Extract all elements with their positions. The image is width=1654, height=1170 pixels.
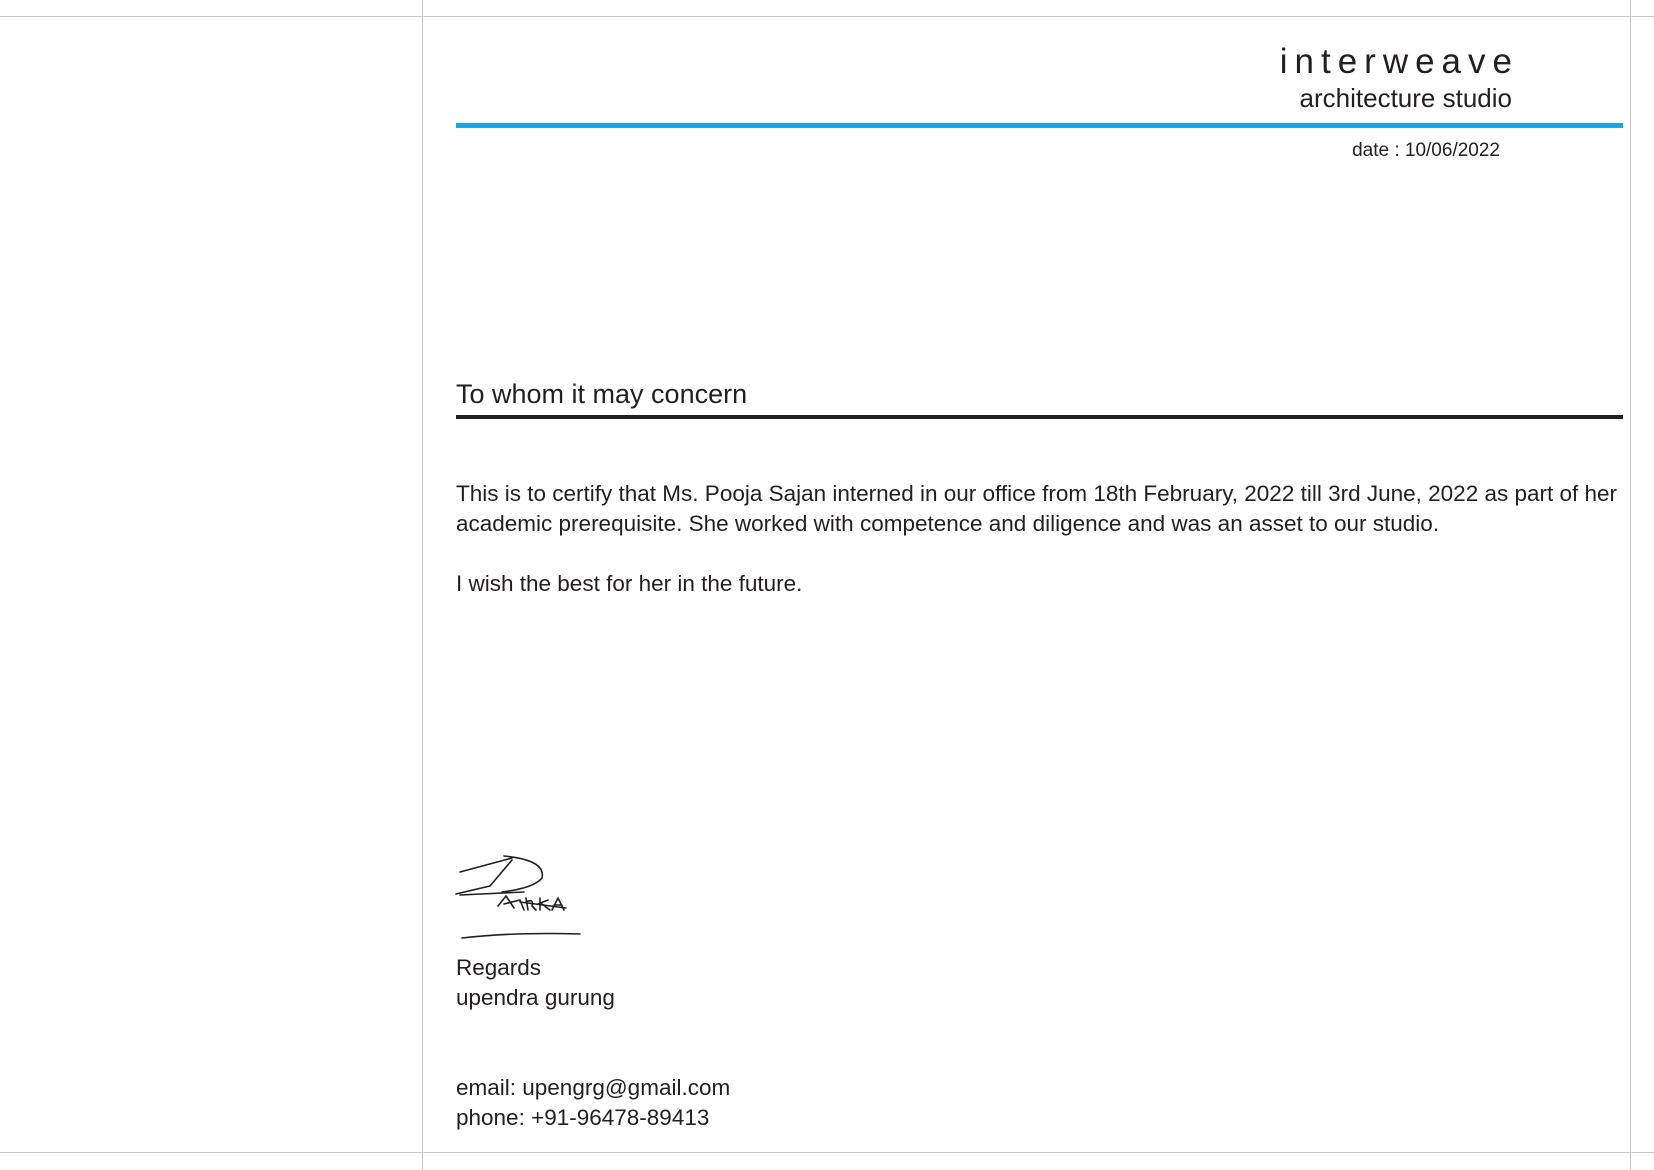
company-name: interweave	[1279, 42, 1519, 81]
subject-divider	[456, 415, 1623, 419]
closing-wish: I wish the best for her in the future.	[456, 571, 803, 596]
regards-text: Regards	[456, 955, 542, 980]
letterhead-brand	[1279, 40, 1519, 114]
handwritten-signature	[454, 852, 584, 942]
company-tagline: architecture studio	[1299, 83, 1512, 113]
contact-email: email: upengrg@gmail.com	[456, 1075, 731, 1100]
certificate-paragraph: This is to certify that Ms. Pooja Sajan interned in our office from 18th February, 2022 till 3rd June, 2022 as part of her academic prerequisite. She worked with competence and diligence and was an asset to our studio.	[456, 481, 1618, 536]
contact-phone: phone: +91-96478-89413	[456, 1105, 710, 1130]
crop-mark-top	[0, 16, 1654, 17]
signatory-name: upendra gurung	[456, 985, 615, 1010]
crop-mark-left	[422, 0, 423, 1170]
letter-subject: To whom it may concern	[456, 379, 748, 409]
crop-mark-right	[1630, 0, 1631, 1170]
contact-details	[456, 1073, 730, 1133]
crop-mark-bottom	[0, 1152, 1654, 1153]
letterhead-divider	[456, 123, 1623, 128]
letter-date: date : 10/06/2022	[1352, 140, 1500, 161]
signoff	[456, 953, 615, 1013]
